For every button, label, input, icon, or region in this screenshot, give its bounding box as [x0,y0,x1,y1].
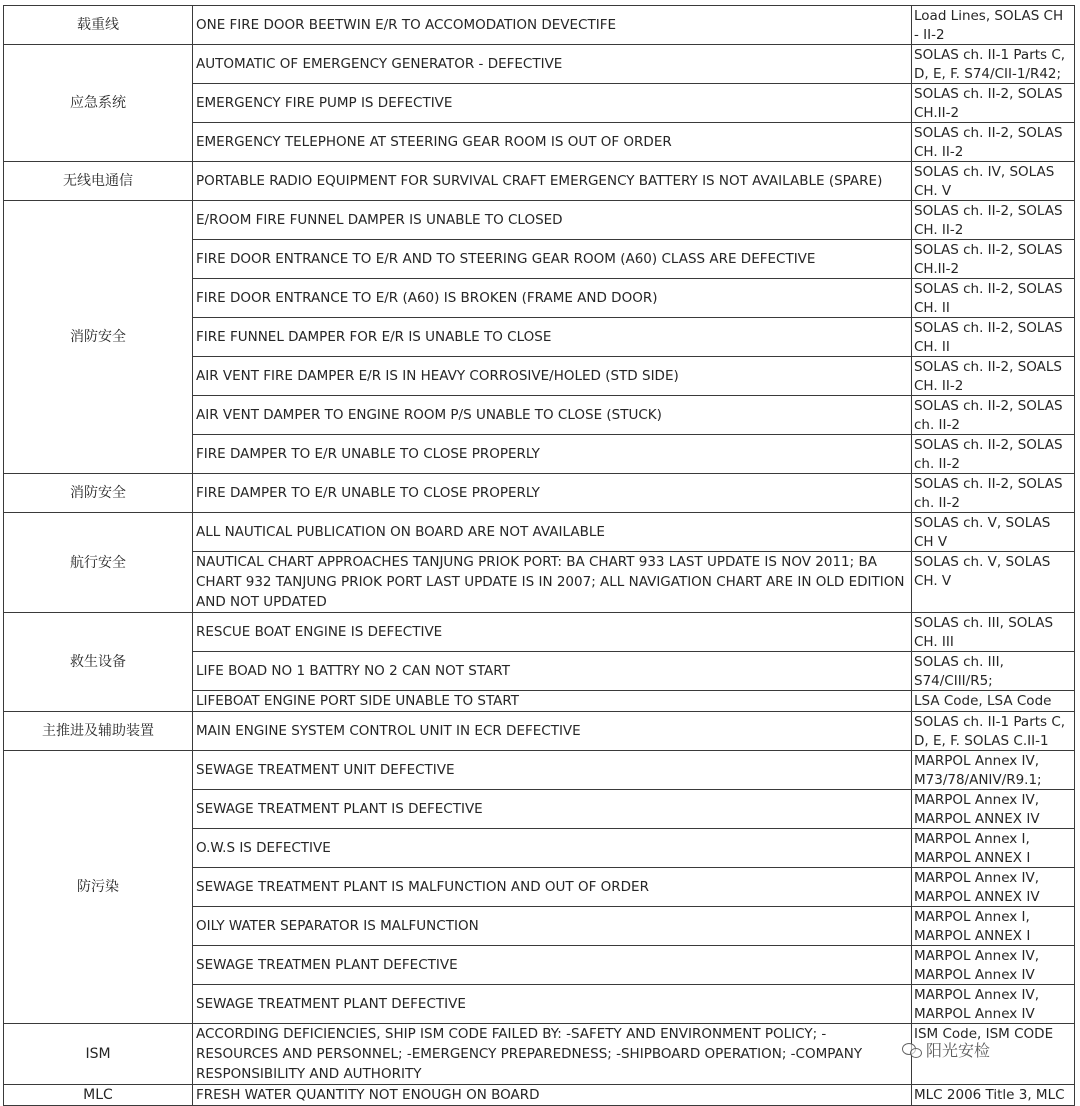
convention-reference-text: MARPOL Annex I, MARPOL ANNEX I [914,831,1031,866]
category-cell: ISM [4,1024,193,1085]
deficiency-description: SEWAGE TREATMENT UNIT DEFECTIVE [193,751,912,790]
convention-reference-text: SOLAS ch. III, S74/CIII/R5; [914,654,1004,689]
convention-reference [912,1085,1075,1106]
convention-reference [912,712,1075,751]
convention-reference-text: SOLAS ch. II-2, SOLAS ch. II-2 [914,398,1063,433]
category-cell: 救生设备 [4,613,193,712]
deficiency-description: AIR VENT DAMPER TO ENGINE ROOM P/S UNABLE TO CLOSE (STUCK) [193,396,912,435]
table-row [4,613,1075,652]
convention-reference-text: SOLAS ch. II-1 Parts C, D, E, F. S74/CII-1/R42; [914,47,1066,82]
category-cell: 主推进及辅助装置 [4,712,193,751]
convention-reference-text: MARPOL Annex IV, MARPOL Annex IV [914,987,1040,1022]
deficiency-description: E/ROOM FIRE FUNNEL DAMPER IS UNABLE TO CLOSED [193,201,912,240]
convention-reference [912,613,1075,652]
table-row [4,513,1075,552]
deficiency-description: ONE FIRE DOOR BEETWIN E/R TO ACCOMODATION DEVECTIFE [193,6,912,45]
convention-reference [912,240,1075,279]
table-row [4,6,1075,45]
deficiency-description: OILY WATER SEPARATOR IS MALFUNCTION [193,907,912,946]
convention-reference [912,829,1075,868]
deficiency-description: FIRE FUNNEL DAMPER FOR E/R IS UNABLE TO CLOSE [193,318,912,357]
convention-reference-text: ISM Code, ISM CODE [914,1026,1054,1042]
deficiency-description: O.W.S IS DEFECTIVE [193,829,912,868]
convention-reference-text: MARPOL Annex IV, MARPOL ANNEX IV [914,870,1040,905]
convention-reference [912,84,1075,123]
convention-reference-text: LSA Code, LSA Code [914,693,1052,709]
deficiency-description: LIFE BOAD NO 1 BATTRY NO 2 CAN NOT START [193,652,912,691]
convention-reference [912,162,1075,201]
wechat-icon [902,1042,922,1058]
convention-reference [912,652,1075,691]
convention-reference-text: SOLAS ch. II-2, SOALS CH. II-2 [914,359,1062,394]
deficiency-description: SEWAGE TREATMENT PLANT DEFECTIVE [193,985,912,1024]
convention-reference-text: SOLAS ch. V, SOLAS CH. V [914,554,1051,589]
deficiency-description: EMERGENCY TELEPHONE AT STEERING GEAR ROOM IS OUT OF ORDER [193,123,912,162]
deficiency-description: AUTOMATIC OF EMERGENCY GENERATOR - DEFECTIVE [193,45,912,84]
table-row [4,201,1075,240]
convention-reference [912,123,1075,162]
deficiency-description: PORTABLE RADIO EQUIPMENT FOR SURVIVAL CRAFT EMERGENCY BATTERY IS NOT AVAILABLE (SPARE) [193,162,912,201]
convention-reference [912,6,1075,45]
convention-reference-text: SOLAS ch. II-2, SOLAS CH.II-2 [914,242,1063,277]
watermark [902,1038,990,1061]
convention-reference-text: MARPOL Annex IV, MARPOL ANNEX IV [914,792,1040,827]
table-row [4,45,1075,84]
deficiency-description: ACCORDING DEFICIENCIES, SHIP ISM CODE FAILED BY: -SAFETY AND ENVIRONMENT POLICY; -RESOURCES AND PERSONNEL; -EMERGENCY PREPAREDNESS; -SHIPBOARD OPERATION; -COMPANY RESPONSIBILITY AND AUTHORITY [193,1024,912,1085]
convention-reference-text: SOLAS ch. V, SOLAS CH V [914,515,1051,550]
category-cell: 消防安全 [4,474,193,513]
convention-reference-text: SOLAS ch. II-2, SOLAS ch. II-2 [914,437,1063,472]
category-cell: 防污染 [4,751,193,1024]
convention-reference [912,946,1075,985]
deficiency-description: MAIN ENGINE SYSTEM CONTROL UNIT IN ECR DEFECTIVE [193,712,912,751]
convention-reference-text: SOLAS ch. II-2, SOLAS CH.II-2 [914,86,1063,121]
deficiency-description: FIRE DOOR ENTRANCE TO E/R (A60) IS BROKEN (FRAME AND DOOR) [193,279,912,318]
deficiency-description: RESCUE BOAT ENGINE IS DEFECTIVE [193,613,912,652]
deficiency-description: FRESH WATER QUANTITY NOT ENOUGH ON BOARD [193,1085,912,1106]
convention-reference [912,474,1075,513]
category-cell: 应急系统 [4,45,193,162]
deficiency-description: LIFEBOAT ENGINE PORT SIDE UNABLE TO START [193,691,912,712]
convention-reference-text: MARPOL Annex I, MARPOL ANNEX I [914,909,1031,944]
convention-reference [912,201,1075,240]
category-cell: 载重线 [4,6,193,45]
deficiency-table [3,5,1075,1106]
table-row [4,162,1075,201]
convention-reference [912,868,1075,907]
deficiency-description: FIRE DOOR ENTRANCE TO E/R AND TO STEERING GEAR ROOM (A60) CLASS ARE DEFECTIVE [193,240,912,279]
category-cell: 无线电通信 [4,162,193,201]
table-row [4,1085,1075,1106]
deficiency-description: SEWAGE TREATMENT PLANT IS MALFUNCTION AND OUT OF ORDER [193,868,912,907]
category-cell: 航行安全 [4,513,193,613]
table-row [4,751,1075,790]
convention-reference [912,907,1075,946]
convention-reference-text: SOLAS ch. II-2, SOLAS CH. II [914,320,1063,355]
convention-reference-text: SOLAS ch. II-2, SOLAS CH. II-2 [914,203,1063,238]
deficiency-description: SEWAGE TREATMEN PLANT DEFECTIVE [193,946,912,985]
convention-reference-text: SOLAS ch. II-2, SOLAS ch. II-2 [914,476,1063,511]
convention-reference [912,357,1075,396]
convention-reference [912,985,1075,1024]
deficiency-description: AIR VENT FIRE DAMPER E/R IS IN HEAVY CORROSIVE/HOLED (STD SIDE) [193,357,912,396]
convention-reference-text: MLC 2006 Title 3, MLC [914,1087,1065,1103]
deficiency-description: FIRE DAMPER TO E/R UNABLE TO CLOSE PROPERLY [193,435,912,474]
deficiency-description: NAUTICAL CHART APPROACHES TANJUNG PRIOK PORT: BA CHART 933 LAST UPDATE IS NOV 2011; BA CHART 932 TANJUNG PRIOK PORT LAST UPDATE IS IN 2007; ALL NAVIGATION CHART ARE IN OLD EDITION AND NOT UPDATED [193,552,912,613]
convention-reference [912,45,1075,84]
convention-reference [912,279,1075,318]
deficiency-description: EMERGENCY FIRE PUMP IS DEFECTIVE [193,84,912,123]
convention-reference [912,552,1075,613]
convention-reference [912,691,1075,712]
deficiency-description: FIRE DAMPER TO E/R UNABLE TO CLOSE PROPERLY [193,474,912,513]
watermark-text: 阳光安检 [926,1041,991,1060]
deficiency-description: ALL NAUTICAL PUBLICATION ON BOARD ARE NOT AVAILABLE [193,513,912,552]
deficiency-description: SEWAGE TREATMENT PLANT IS DEFECTIVE [193,790,912,829]
convention-reference [912,396,1075,435]
convention-reference [912,513,1075,552]
convention-reference-text: SOLAS ch. IV, SOLAS CH. V [914,164,1055,199]
convention-reference-text: SOLAS ch. II-2, SOLAS CH. II [914,281,1063,316]
convention-reference-text: SOLAS ch. II-2, SOLAS CH. II-2 [914,125,1063,160]
category-cell: MLC [4,1085,193,1106]
convention-reference-text: MARPOL Annex IV, M73/78/ANIV/R9.1; [914,753,1042,788]
convention-reference [912,318,1075,357]
convention-reference [912,790,1075,829]
convention-reference-text: Load Lines, SOLAS CH - II-2 [914,8,1064,43]
convention-reference [912,435,1075,474]
convention-reference-text: MARPOL Annex IV, MARPOL Annex IV [914,948,1040,983]
category-cell: 消防安全 [4,201,193,474]
convention-reference-text: SOLAS ch. III, SOLAS CH. III [914,615,1054,650]
table-row [4,474,1075,513]
table-row [4,712,1075,751]
convention-reference-text: SOLAS ch. II-1 Parts C, D, E, F. SOLAS C.II-1 [914,714,1066,749]
convention-reference [912,751,1075,790]
